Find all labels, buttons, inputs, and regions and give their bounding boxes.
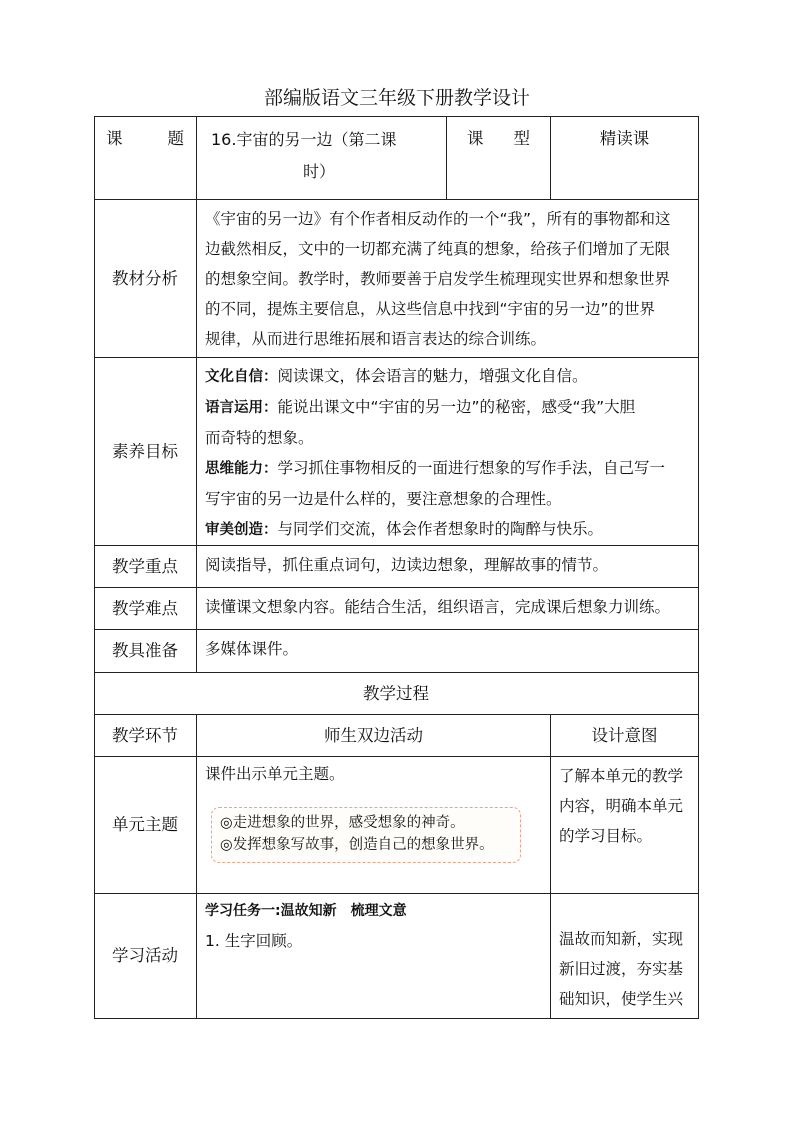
unit-theme-intent-cell (551, 757, 699, 894)
difficulty-text-cell (197, 588, 699, 630)
goal-text: 能说出课文中“宇宙的另一边”的秘密，感受“我”大胆 (277, 398, 636, 416)
goals-label: 素养目标 (112, 441, 178, 461)
type-value: 精读课 (599, 129, 650, 148)
goal-head: 审美创造： (205, 522, 278, 538)
intent-line: 温故而知新，实现 (559, 930, 684, 948)
col-intent-label: 设计意图 (591, 725, 658, 745)
unit-theme-item: ◎发挥想象写故事，创造自己的想象世界。 (220, 837, 494, 853)
intent-line: 内容，明确本单元 (559, 797, 684, 815)
col-activity-label: 师生双边活动 (324, 725, 423, 745)
tools-text: 多媒体课件。 (205, 640, 299, 658)
analysis-line: 《宇宙的另一边》有个作者相反动作的一个“我”，所有的事物都和这 (205, 210, 671, 228)
goal-line (205, 392, 692, 423)
focus-label-cell (94, 546, 197, 588)
type-value-cell (551, 116, 699, 200)
goal-text: 学习抓住事物相反的一面进行想象的写作手法，自己写一 (277, 459, 666, 477)
goal-head: 思维能力： (205, 461, 278, 477)
intent-line: 了解本单元的教学 (559, 767, 684, 785)
col-stage-label: 教学环节 (112, 725, 178, 745)
goals-label-cell (94, 358, 197, 546)
goal-line (205, 484, 692, 514)
lesson-label-b: 题 (167, 129, 184, 148)
lesson-title-cell (197, 116, 447, 200)
activity-task: 学习任务一:温故知新 梳理文意 (205, 903, 407, 919)
analysis-line: 的不同，提炼主要信息，从这些信息中找到“宇宙的另一边”的世界 (205, 300, 656, 318)
type-label-cell (447, 116, 551, 200)
type-label-a: 课 (467, 129, 484, 148)
analysis-line: 边截然相反，文中的一切都充满了纯真的想象，给孩子们增加了无限 (205, 240, 671, 258)
difficulty-text: 读懂课文想象内容。能结合生活，组织语言，完成课后想象力训练。 (205, 598, 671, 616)
focus-text: 阅读指导，抓住重点词句，边读边想象，理解故事的情节。 (205, 556, 609, 574)
activity-label: 学习活动 (112, 946, 178, 965)
analysis-label: 教材分析 (112, 268, 178, 288)
goal-head: 语言运用： (205, 400, 278, 416)
unit-theme-label: 单元主题 (112, 815, 178, 834)
unit-theme-intro: 课件出示单元主题。 (205, 765, 345, 783)
intent-line: 新旧过渡，夯实基 (559, 960, 684, 978)
goal-line (205, 514, 692, 545)
goal-head: 文化自信： (205, 369, 278, 385)
type-label-b: 型 (513, 129, 530, 148)
page-title: 部编版语文三年级下册教学设计 (263, 87, 530, 109)
col-stage-header (94, 715, 197, 757)
difficulty-label: 教学难点 (112, 598, 178, 618)
analysis-text-cell (197, 200, 699, 358)
difficulty-label-cell (94, 588, 197, 630)
activity-intent-cell (551, 894, 699, 1019)
analysis-label-cell (94, 200, 197, 358)
lesson-plan-table (94, 116, 699, 1019)
goals-text-cell (197, 358, 699, 546)
unit-theme-item: ◎走进想象的世界，感受想象的神奇。 (220, 815, 465, 831)
analysis-line: 规律，从而进行思维拓展和语言表达的综合训练。 (205, 330, 547, 348)
focus-label: 教学重点 (112, 556, 178, 576)
intent-line: 的学习目标。 (559, 827, 653, 845)
activity-label-cell (94, 894, 197, 1019)
goal-text: 写宇宙的另一边是什么样的，要注意想象的合理性。 (205, 490, 562, 508)
focus-text-cell (197, 546, 699, 588)
col-activity-header (197, 715, 551, 757)
goal-line (205, 423, 692, 453)
goal-line (205, 361, 692, 392)
intent-line: 础知识，使学生兴 (559, 990, 684, 1008)
lesson-title-line1: 16.宇宙的另一边（第二课 (211, 130, 397, 149)
lesson-label-a: 课 (106, 129, 123, 148)
analysis-line: 的想象空间。教学时，教师要善于启发学生梳理现实世界和想象世界 (205, 270, 671, 288)
activity-step: 1. 生字回顾。 (205, 932, 303, 950)
unit-theme-label-cell (94, 757, 197, 894)
unit-theme-box (211, 807, 521, 863)
goal-text: 与同学们交流，体会作者想象时的陶醉与快乐。 (277, 520, 604, 538)
goal-text: 阅读课文，体会语言的魅力，增强文化自信。 (277, 367, 588, 385)
goal-line (205, 453, 692, 484)
lesson-title-line2: 时） (303, 162, 336, 181)
unit-theme-activity-cell (197, 757, 551, 894)
goal-text: 而奇特的想象。 (205, 429, 314, 447)
tools-label: 教具准备 (112, 641, 178, 660)
col-intent-header (551, 715, 699, 757)
tools-text-cell (197, 630, 699, 673)
tools-label-cell (94, 630, 197, 673)
process-header-cell (94, 673, 699, 715)
activity-content-cell (197, 894, 551, 1019)
process-header: 教学过程 (363, 683, 429, 703)
lesson-label-cell (94, 116, 197, 200)
